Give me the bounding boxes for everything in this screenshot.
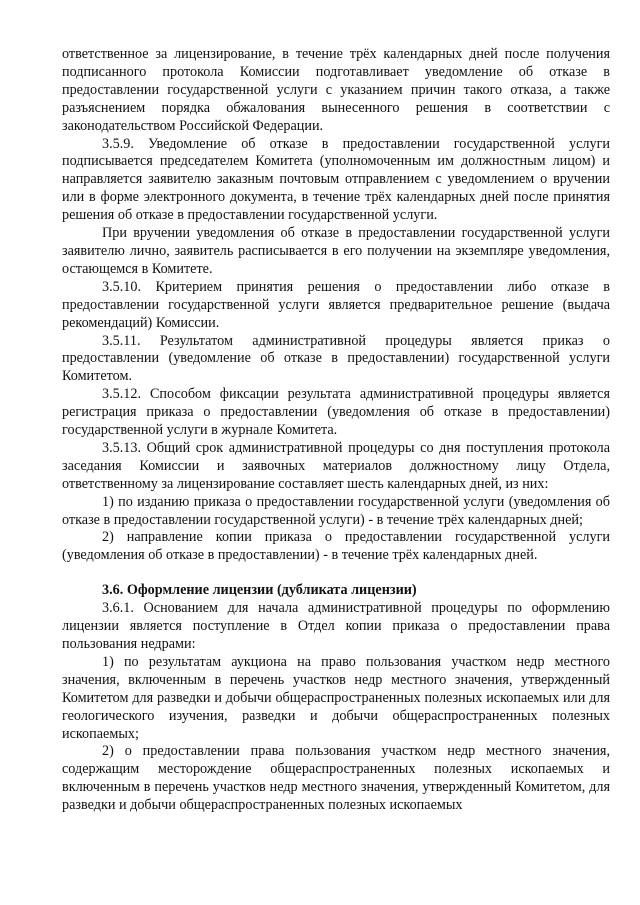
paragraph-3-5-13: 3.5.13. Общий срок административной процедуры со дня поступления протокола заседания Комиссии и заявочных материалов должностному лицу Отдела, ответственному за лицензирование составляет шесть календарных дней, из них: xyxy=(62,439,610,492)
paragraph-3-5-10: 3.5.10. Критерием принятия решения о предоставлении либо отказе в предоставлении государственной услуги является предварительное решение (выдача рекомендаций) Комиссии. xyxy=(62,278,610,331)
document-page xyxy=(62,46,610,815)
list-item-2: 2) направление копии приказа о предоставлении государственной услуги (уведомления об отказе в предоставлении) - в течение трёх календарных дней. xyxy=(62,529,610,564)
list-item-1: 1) по изданию приказа о предоставлении государственной услуги (уведомления об отказе в предоставлении государственной услуги) - в течение трёх календарных дней; xyxy=(62,493,610,528)
paragraph-3-6-1: 3.6.1. Основанием для начала административной процедуры по оформлению лицензии является поступление в Отдел копии приказа о предоставлении права пользования недрами: xyxy=(62,600,610,652)
paragraph-3-5-12: 3.5.12. Способом фиксации результата административной процедуры является регистрация приказа о предоставлении (уведомления об отказе в предоставлении) государственной услуги в журнале Комитета. xyxy=(62,386,610,439)
section-heading: 3.6. Оформление лицензии (дубликата лицензии) xyxy=(102,582,417,599)
paragraph-3-5-9: 3.5.9. Уведомление об отказе в предоставлении государственной услуги подписывается председателем Комитета (уполномоченным им должностным лицом) и направляется заявителю заказным почтовым отправлением с уведомлением о вручении или в форме электронного документа, в течение трёх календарных дней после принятия решения об отказе в предоставлении государственной услуги. xyxy=(62,135,610,224)
paragraph-3-5-11: 3.5.11. Результатом административной процедуры является приказ о предоставлении (уведомление об отказе в предоставлении) государственной услуги Комитетом. xyxy=(62,332,610,385)
paragraph-delivery: При вручении уведомления об отказе в предоставлении государственной услуги заявителю лично, заявитель расписывается в его получении на экземпляре уведомления, остающемся в Комитете. xyxy=(62,225,610,277)
section-list-item-2: 2) о предоставлении права пользования участком недр местного значения, содержащим месторождение общераспространенных полезных ископаемых и включенным в перечень участков недр местного значения, утвержденный Комитетом, для разведки и добычи общераспространенных полезных ископаемых xyxy=(62,743,610,814)
paragraph-continuation: ответственное за лицензирование, в течение трёх календарных дней после получения подписанного протокола Комиссии подготавливает уведомление об отказе в предоставлении государственной услуги с указанием причин такого отказа, а также разъяснением порядка обжалования вынесенного решения в соответствии с законодательством Российской Федерации. xyxy=(62,46,610,134)
section-list-item-1: 1) по результатам аукциона на право пользования участком недр местного значения, включенным в перечень участков недр местного значения, утвержденный Комитетом для разведки и добычи общераспространенных полезных ископаемых или для геологического изучения, разведки и добычи общераспространенных полезных ископаемых; xyxy=(62,653,610,742)
